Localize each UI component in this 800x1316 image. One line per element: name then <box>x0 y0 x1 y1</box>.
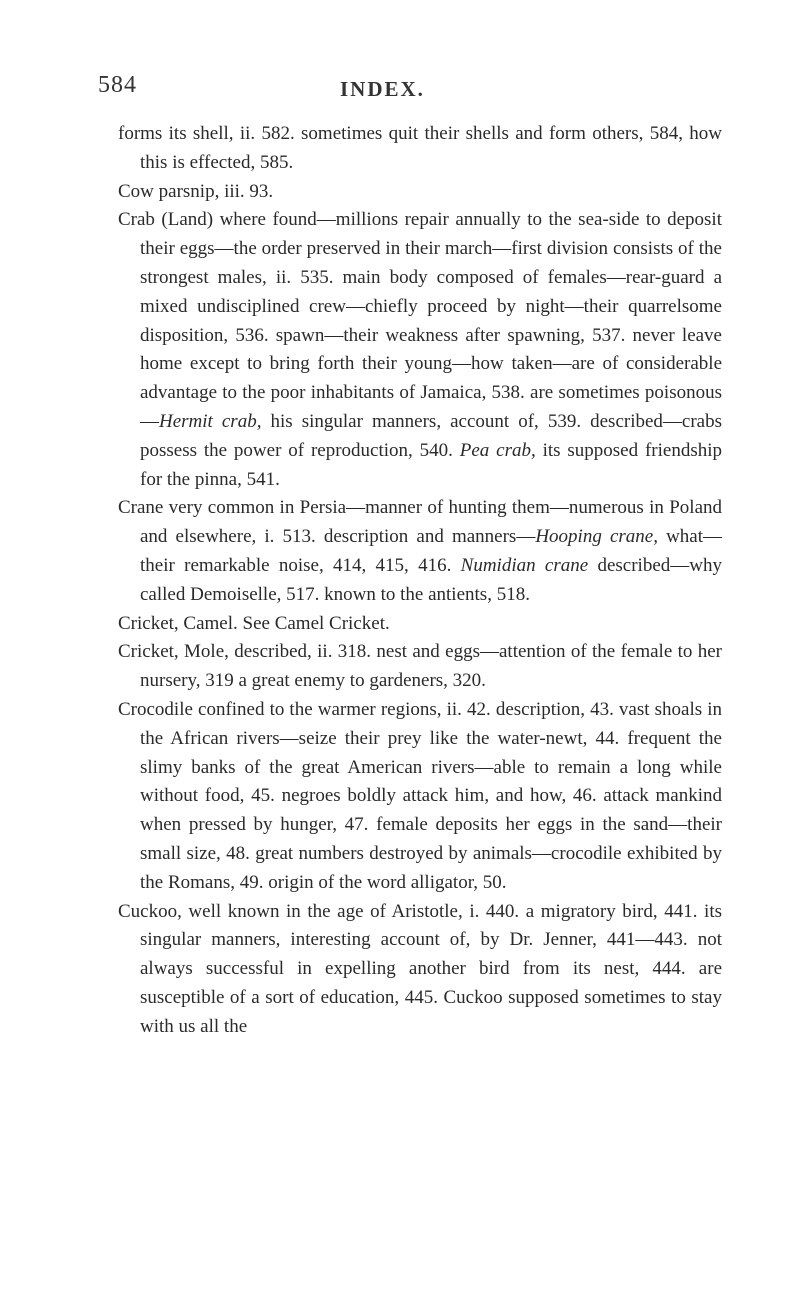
index-entry-cricket-mole <box>118 638 722 696</box>
entry-text: Cow parsnip, iii. 93. <box>118 180 274 202</box>
running-head: INDEX. <box>340 77 425 101</box>
entry-text: Crane very common in Persia—manner of hunting them—numerous in Poland and elsewhere, i. 513. description and manners— <box>118 497 722 548</box>
index-entries <box>118 120 722 1042</box>
index-entry-crocodile <box>118 696 722 898</box>
entry-text: described—why called Demoiselle, 517. known to the antients, 518. <box>140 554 722 605</box>
index-entry-cow-parsnip <box>118 178 722 207</box>
entry-text: his singular manners, account of, 539. described—crabs possess the power of reproduction, 540. <box>140 410 723 461</box>
entry-italic-term: Hooping crane, <box>535 526 658 548</box>
entry-text: Cuckoo, well known in the age of Aristotle, i. 440. a migratory bird, 441. its singular manners, interesting account of, by Dr. Jenner, 441—443. not always successful in expelling another bird from its nest, 444. are susceptible of a sort of education, 445. Cuckoo supposed sometimes to stay with us all the <box>118 900 722 1037</box>
index-entry-crab <box>118 206 722 494</box>
index-entry-cuckoo <box>118 898 722 1042</box>
entry-text: Cricket, Camel. See Camel Cricket. <box>118 612 390 634</box>
entry-italic-term: Pea crab, <box>459 439 536 461</box>
entry-text: Cricket, Mole, described, ii. 318. nest and eggs—attention of the female to her nursery, 319 a great enemy to gardeners, 320. <box>118 641 722 692</box>
entry-text: Crab (Land) where found—millions repair annually to the sea-side to deposit their eggs—the order preserved in their march—first division consists of the strongest males, ii. 535. main body composed of females—rear-guard a mixed undisciplined crew—chiefly proceed by night—their quarrelsome disposition, 536. spawn—their weakness after spawning, 537. never leave home except to bring forth their young—how taken—are of considerable advantage to the poor inhabitants of Jamaica, 538. are sometimes poisonous— <box>118 209 722 432</box>
entry-italic-term: Numidian crane <box>460 554 589 576</box>
index-entry-crane <box>118 494 722 609</box>
entry-text: its supposed friendship for the pinna, 541. <box>140 439 723 490</box>
entry-text: Crocodile confined to the warmer regions, ii. 42. description, 43. vast shoals in the African rivers—seize their prey like the water-newt, 44. frequent the slimy banks of the great American rivers—able to remain a long while without food, 45. negroes boldly attack him, and how, 46. attack mankind when pressed by hunger, 47. female deposits her eggs in the sand—their small size, 48. great numbers destroyed by animals—crocodile exhibited by the Romans, 49. origin of the word alligator, 50. <box>118 698 722 893</box>
page-number: 584 <box>98 72 137 98</box>
entry-italic-term: Hermit crab, <box>159 410 262 432</box>
index-entry-shell <box>118 120 722 178</box>
index-entry-cricket-camel <box>118 610 722 639</box>
entry-text: what—their remarkable noise, 414, 415, 416. <box>140 526 722 576</box>
entry-text: forms its shell, ii. 582. sometimes quit their shells and form others, 584, how this is effected, 585. <box>118 123 722 173</box>
